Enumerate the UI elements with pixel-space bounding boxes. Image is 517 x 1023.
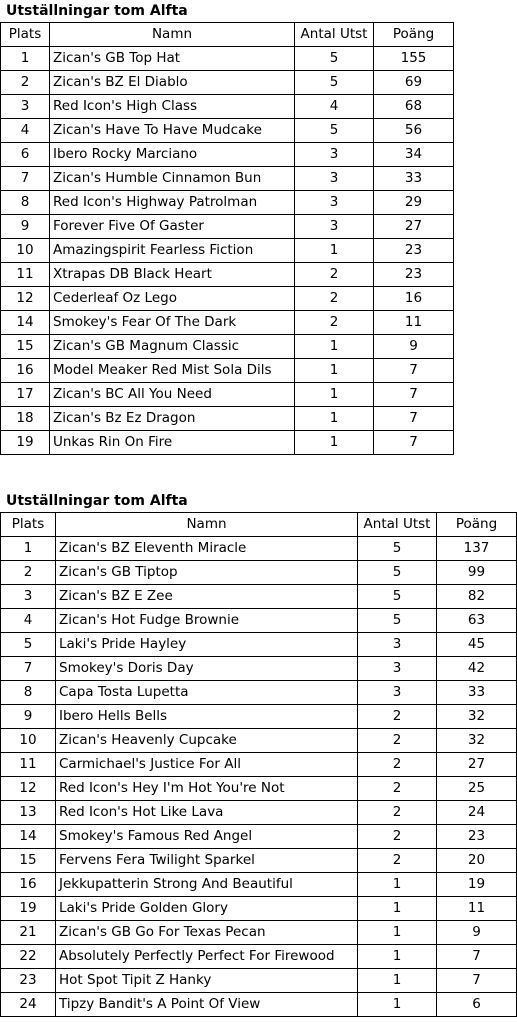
plats-cell[interactable]: 12 — [1, 287, 50, 311]
poang-cell[interactable]: 32 — [437, 705, 517, 729]
plats-cell[interactable]: 22 — [1, 945, 56, 969]
antal-utst-cell[interactable]: 2 — [358, 801, 437, 825]
antal-utst-cell[interactable]: 2 — [358, 777, 437, 801]
antal-utst-cell[interactable]: 4 — [295, 95, 374, 119]
plats-cell[interactable]: 3 — [1, 95, 50, 119]
plats-cell[interactable]: 21 — [1, 921, 56, 945]
plats-cell[interactable]: 8 — [1, 191, 50, 215]
namn-cell[interactable]: Unkas Rin On Fire — [50, 431, 295, 455]
column-header-poang[interactable]: Poäng — [437, 513, 517, 537]
plats-cell[interactable]: 2 — [1, 561, 56, 585]
table-row — [1, 311, 454, 335]
poang-cell[interactable]: 137 — [437, 537, 517, 561]
namn-cell[interactable]: Zican's Heavenly Cupcake — [56, 729, 358, 753]
poang-cell[interactable]: 33 — [374, 167, 454, 191]
antal-utst-cell[interactable]: 1 — [358, 897, 437, 921]
plats-cell[interactable]: 14 — [1, 825, 56, 849]
header-row — [1, 23, 454, 47]
namn-cell[interactable]: Tipzy Bandit's A Point Of View — [56, 993, 358, 1017]
plats-cell[interactable]: 19 — [1, 431, 50, 455]
plats-cell[interactable]: 13 — [1, 801, 56, 825]
table-row — [1, 873, 517, 897]
table-row — [1, 945, 517, 969]
sheet-title: Utställningar tom Alfta — [6, 3, 188, 19]
table-row — [1, 359, 454, 383]
plats-cell[interactable]: 9 — [1, 215, 50, 239]
poang-cell[interactable]: 7 — [374, 431, 454, 455]
plats-cell[interactable]: 1 — [1, 47, 50, 71]
poang-cell[interactable]: 69 — [374, 71, 454, 95]
table-row — [1, 849, 517, 873]
namn-cell[interactable]: Zican's BZ E Zee — [56, 585, 358, 609]
antal-utst-cell[interactable]: 2 — [358, 753, 437, 777]
namn-cell[interactable]: Zican's Have To Have Mudcake — [50, 119, 295, 143]
poang-cell[interactable]: 23 — [374, 239, 454, 263]
table-row — [1, 681, 517, 705]
table-row — [1, 71, 454, 95]
table-row — [1, 383, 454, 407]
antal-utst-cell[interactable]: 3 — [295, 215, 374, 239]
antal-utst-cell[interactable]: 5 — [358, 537, 437, 561]
namn-cell[interactable]: Ibero Hells Bells — [56, 705, 358, 729]
plats-cell[interactable]: 11 — [1, 753, 56, 777]
table-row — [1, 897, 517, 921]
namn-cell[interactable]: Red Icon's Hot Like Lava — [56, 801, 358, 825]
poang-cell[interactable]: 42 — [437, 657, 517, 681]
table-row — [1, 119, 454, 143]
table-row — [1, 657, 517, 681]
plats-cell[interactable]: 2 — [1, 71, 50, 95]
poang-cell[interactable]: 9 — [437, 921, 517, 945]
plats-cell[interactable]: 3 — [1, 585, 56, 609]
antal-utst-cell[interactable]: 2 — [295, 263, 374, 287]
plats-cell[interactable]: 16 — [1, 359, 50, 383]
poang-cell[interactable]: 9 — [374, 335, 454, 359]
poang-cell[interactable]: 29 — [374, 191, 454, 215]
table-row — [1, 801, 517, 825]
namn-cell[interactable]: Zican's GB Tiptop — [56, 561, 358, 585]
plats-cell[interactable]: 4 — [1, 119, 50, 143]
poang-cell[interactable]: 82 — [437, 585, 517, 609]
plats-cell[interactable]: 14 — [1, 311, 50, 335]
poang-cell[interactable]: 7 — [374, 407, 454, 431]
namn-cell[interactable]: Model Meaker Red Mist Sola Dils — [50, 359, 295, 383]
table-row — [1, 431, 454, 455]
poang-cell[interactable]: 56 — [374, 119, 454, 143]
namn-cell[interactable]: Xtrapas DB Black Heart — [50, 263, 295, 287]
plats-cell[interactable]: 10 — [1, 239, 50, 263]
namn-cell[interactable]: Fervens Fera Twilight Sparkel — [56, 849, 358, 873]
namn-cell[interactable]: Smokey's Doris Day — [56, 657, 358, 681]
namn-cell[interactable]: Red Icon's High Class — [50, 95, 295, 119]
poang-cell[interactable]: 45 — [437, 633, 517, 657]
antal-utst-cell[interactable]: 5 — [295, 119, 374, 143]
namn-cell[interactable]: Smokey's Famous Red Angel — [56, 825, 358, 849]
table-row — [1, 263, 454, 287]
table-row — [1, 609, 517, 633]
table-row — [1, 993, 517, 1017]
antal-utst-cell[interactable]: 1 — [358, 873, 437, 897]
table-row — [1, 215, 454, 239]
table-row — [1, 167, 454, 191]
antal-utst-cell[interactable]: 3 — [295, 167, 374, 191]
plats-cell[interactable]: 9 — [1, 705, 56, 729]
namn-cell[interactable]: Zican's GB Top Hat — [50, 47, 295, 71]
table-row — [1, 335, 454, 359]
poang-cell[interactable]: 7 — [437, 969, 517, 993]
namn-cell[interactable]: Zican's Hot Fudge Brownie — [56, 609, 358, 633]
antal-utst-cell[interactable]: 5 — [358, 609, 437, 633]
poang-cell[interactable]: 16 — [374, 287, 454, 311]
poang-cell[interactable]: 19 — [437, 873, 517, 897]
plats-cell[interactable]: 12 — [1, 777, 56, 801]
antal-utst-cell[interactable]: 2 — [358, 825, 437, 849]
poang-cell[interactable]: 6 — [437, 993, 517, 1017]
namn-cell[interactable]: Absolutely Perfectly Perfect For Firewood — [56, 945, 358, 969]
antal-utst-cell[interactable]: 1 — [295, 335, 374, 359]
poang-cell[interactable]: 32 — [437, 729, 517, 753]
namn-cell[interactable]: Laki's Pride Hayley — [56, 633, 358, 657]
antal-utst-cell[interactable]: 3 — [295, 191, 374, 215]
antal-utst-cell[interactable]: 1 — [295, 359, 374, 383]
poang-cell[interactable]: 155 — [374, 47, 454, 71]
namn-cell[interactable]: Capa Tosta Lupetta — [56, 681, 358, 705]
plats-cell[interactable]: 7 — [1, 657, 56, 681]
table-row — [1, 969, 517, 993]
antal-utst-cell[interactable]: 2 — [358, 849, 437, 873]
plats-cell[interactable]: 16 — [1, 873, 56, 897]
poang-cell[interactable]: 33 — [437, 681, 517, 705]
namn-cell[interactable]: Zican's Bz Ez Dragon — [50, 407, 295, 431]
antal-utst-cell[interactable]: 1 — [295, 431, 374, 455]
poang-cell[interactable]: 99 — [437, 561, 517, 585]
antal-utst-cell[interactable]: 1 — [358, 969, 437, 993]
namn-cell[interactable]: Amazingspirit Fearless Fiction — [50, 239, 295, 263]
poang-cell[interactable]: 23 — [374, 263, 454, 287]
table-row — [1, 921, 517, 945]
column-header-plats[interactable]: Plats — [1, 23, 50, 47]
antal-utst-cell[interactable]: 5 — [358, 561, 437, 585]
poang-cell[interactable]: 68 — [374, 95, 454, 119]
table-row — [1, 753, 517, 777]
table-row — [1, 191, 454, 215]
plats-cell[interactable]: 11 — [1, 263, 50, 287]
antal-utst-cell[interactable]: 3 — [358, 657, 437, 681]
column-header-antal-utst[interactable]: Antal Utst — [358, 513, 437, 537]
plats-cell[interactable]: 1 — [1, 537, 56, 561]
column-header-antal-utst[interactable]: Antal Utst — [295, 23, 374, 47]
standings-sheet-2 — [0, 490, 517, 1017]
table-row — [1, 777, 517, 801]
namn-cell[interactable]: Hot Spot Tipit Z Hanky — [56, 969, 358, 993]
poang-cell[interactable]: 7 — [374, 359, 454, 383]
table-row — [1, 407, 454, 431]
table-row — [1, 239, 454, 263]
poang-cell[interactable]: 24 — [437, 801, 517, 825]
table-row — [1, 705, 517, 729]
column-header-namn[interactable]: Namn — [50, 23, 295, 47]
namn-cell[interactable]: Red Icon's Highway Patrolman — [50, 191, 295, 215]
namn-cell[interactable]: Laki's Pride Golden Glory — [56, 897, 358, 921]
standings-table — [0, 512, 517, 1017]
poang-cell[interactable]: 63 — [437, 609, 517, 633]
antal-utst-cell[interactable]: 5 — [295, 47, 374, 71]
table-row — [1, 729, 517, 753]
plats-cell[interactable]: 6 — [1, 143, 50, 167]
table-row — [1, 95, 454, 119]
plats-cell[interactable]: 18 — [1, 407, 50, 431]
antal-utst-cell[interactable]: 3 — [295, 143, 374, 167]
antal-utst-cell[interactable]: 1 — [295, 239, 374, 263]
table-row — [1, 561, 517, 585]
column-header-namn[interactable]: Namn — [56, 513, 358, 537]
antal-utst-cell[interactable]: 2 — [358, 729, 437, 753]
column-header-plats[interactable]: Plats — [1, 513, 56, 537]
plats-cell[interactable]: 8 — [1, 681, 56, 705]
namn-cell[interactable]: Zican's GB Magnum Classic — [50, 335, 295, 359]
namn-cell[interactable]: Zican's GB Go For Texas Pecan — [56, 921, 358, 945]
table-row — [1, 825, 517, 849]
table-row — [1, 585, 517, 609]
plats-cell[interactable]: 23 — [1, 969, 56, 993]
table-row — [1, 47, 454, 71]
namn-cell[interactable]: Jekkupatterin Strong And Beautiful — [56, 873, 358, 897]
namn-cell[interactable]: Ibero Rocky Marciano — [50, 143, 295, 167]
poang-cell[interactable]: 7 — [437, 945, 517, 969]
plats-cell[interactable]: 7 — [1, 167, 50, 191]
antal-utst-cell[interactable]: 1 — [358, 993, 437, 1017]
table-row — [1, 143, 454, 167]
standings-sheet-1 — [0, 0, 454, 455]
poang-cell[interactable]: 34 — [374, 143, 454, 167]
namn-cell[interactable]: Zican's BZ Eleventh Miracle — [56, 537, 358, 561]
poang-cell[interactable]: 23 — [437, 825, 517, 849]
sheet-title: Utställningar tom Alfta — [6, 493, 188, 509]
namn-cell[interactable]: Zican's Humble Cinnamon Bun — [50, 167, 295, 191]
plats-cell[interactable]: 15 — [1, 335, 50, 359]
standings-table — [0, 22, 454, 455]
antal-utst-cell[interactable]: 3 — [358, 681, 437, 705]
plats-cell[interactable]: 5 — [1, 633, 56, 657]
plats-cell[interactable]: 15 — [1, 849, 56, 873]
antal-utst-cell[interactable]: 5 — [295, 71, 374, 95]
poang-cell[interactable]: 27 — [437, 753, 517, 777]
plats-cell[interactable]: 4 — [1, 609, 56, 633]
antal-utst-cell[interactable]: 1 — [295, 383, 374, 407]
namn-cell[interactable]: Forever Five Of Gaster — [50, 215, 295, 239]
plats-cell[interactable]: 19 — [1, 897, 56, 921]
column-header-poang[interactable]: Poäng — [374, 23, 454, 47]
poang-cell[interactable]: 25 — [437, 777, 517, 801]
plats-cell[interactable]: 24 — [1, 993, 56, 1017]
antal-utst-cell[interactable]: 2 — [358, 705, 437, 729]
table-row — [1, 633, 517, 657]
antal-utst-cell[interactable]: 2 — [295, 311, 374, 335]
table-row — [1, 287, 454, 311]
poang-cell[interactable]: 7 — [374, 383, 454, 407]
plats-cell[interactable]: 10 — [1, 729, 56, 753]
antal-utst-cell[interactable]: 3 — [358, 633, 437, 657]
antal-utst-cell[interactable]: 1 — [295, 407, 374, 431]
namn-cell[interactable]: Zican's BZ El Diablo — [50, 71, 295, 95]
poang-cell[interactable]: 27 — [374, 215, 454, 239]
namn-cell[interactable]: Carmichael's Justice For All — [56, 753, 358, 777]
poang-cell[interactable]: 11 — [374, 311, 454, 335]
poang-cell[interactable]: 11 — [437, 897, 517, 921]
header-row — [1, 513, 517, 537]
namn-cell[interactable]: Red Icon's Hey I'm Hot You're Not — [56, 777, 358, 801]
antal-utst-cell[interactable]: 5 — [358, 585, 437, 609]
poang-cell[interactable]: 20 — [437, 849, 517, 873]
plats-cell[interactable]: 17 — [1, 383, 50, 407]
table-row — [1, 537, 517, 561]
namn-cell[interactable]: Cederleaf Oz Lego — [50, 287, 295, 311]
namn-cell[interactable]: Zican's BC All You Need — [50, 383, 295, 407]
antal-utst-cell[interactable]: 2 — [295, 287, 374, 311]
antal-utst-cell[interactable]: 1 — [358, 945, 437, 969]
antal-utst-cell[interactable]: 1 — [358, 921, 437, 945]
namn-cell[interactable]: Smokey's Fear Of The Dark — [50, 311, 295, 335]
